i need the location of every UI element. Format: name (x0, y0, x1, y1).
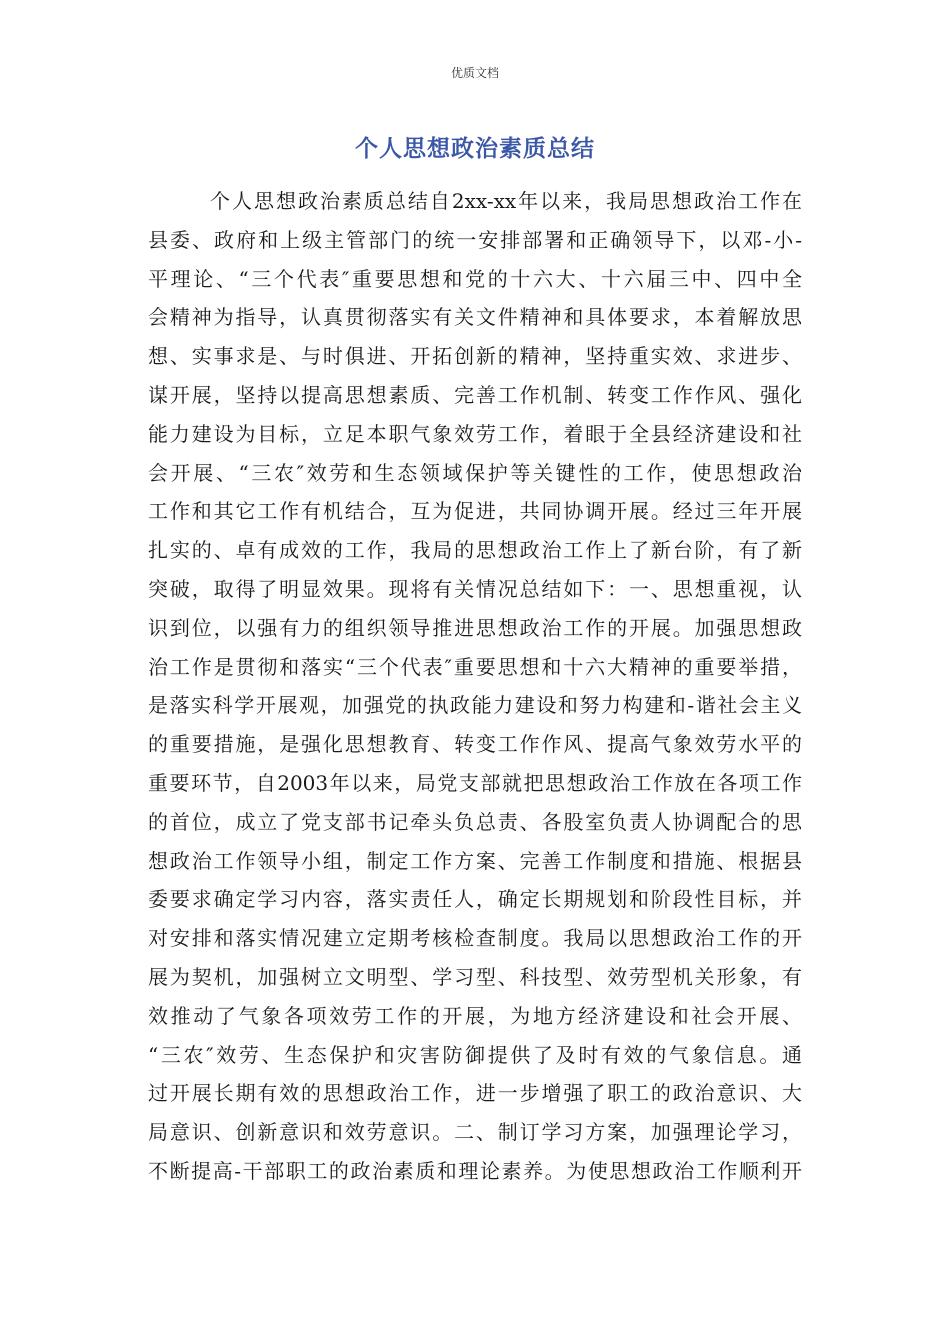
text-line: 过开展长期有效的思想政治工作，进一步增强了职工的政治意识、大 (148, 1081, 802, 1106)
text-line: “三农″效劳、生态保护和灾害防御提供了及时有效的气象信息。通 (148, 1042, 802, 1067)
text-line: 治工作是贯彻和落实“三个代表″重要思想和十六大精神的重要举措， (148, 654, 802, 679)
text-line: 委要求确定学习内容，落实责任人，确定长期规划和阶段性目标，并 (148, 887, 802, 912)
text-line: 会开展、“三农″效劳和生态领域保护等关键性的工作，使思想政治 (148, 460, 802, 485)
text-line: 是落实科学开展观，加强党的执政能力建设和努力构建和-谐社会主义 (148, 693, 802, 718)
text-line: 想、实事求是、与时俱进、开拓创新的精神，坚持重实效、求进步、 (148, 344, 802, 369)
text-line: 识到位，以强有力的组织领导推进思想政治工作的开展。加强思想政 (148, 615, 802, 640)
text-line: 平理论、“三个代表″重要思想和党的十六大、十六届三中、四中全 (148, 266, 802, 291)
text-line: 局意识、创新意识和效劳意识。二、制订学习方案，加强理论学习， (148, 1120, 802, 1145)
text-line: 想政治工作领导小组，制定工作方案、完善工作制度和措施、根据县 (148, 848, 802, 873)
document-title: 个人思想政治素质总结 (355, 136, 595, 162)
body-paragraph (148, 182, 802, 1191)
text-line: 个人思想政治素质总结自2xx-xx年以来，我局思想政治工作在 (210, 189, 802, 213)
text-line: 扎实的、卓有成效的工作，我局的思想政治工作上了新台阶，有了新 (148, 538, 802, 563)
text-line: 谋开展，坚持以提高思想素质、完善工作机制、转变工作作风、强化 (148, 382, 802, 407)
text-line: 展为契机，加强树立文明型、学习型、科技型、效劳型机关形象，有 (148, 964, 802, 989)
page-header: 优质文档 (450, 66, 499, 80)
text-line: 效推动了气象各项效劳工作的开展，为地方经济建设和社会开展、 (148, 1003, 802, 1028)
text-line: 的重要措施，是强化思想教育、转变工作作风、提高气象效劳水平的 (148, 732, 802, 757)
text-line: 县委、政府和上级主管部门的统一安排部署和正确领导下，以邓-小- (148, 227, 802, 252)
text-line: 突破，取得了明显效果。现将有关情况总结如下：一、思想重视，认 (148, 576, 802, 601)
text-line: 的首位，成立了党支部书记牵头负总责、各股室负责人协调配合的思 (148, 809, 802, 834)
text-line: 不断提高-干部职工的政治素质和理论素养。为使思想政治工作顺利开 (148, 1158, 802, 1183)
text-line: 工作和其它工作有机结合，互为促进，共同协调开展。经过三年开展 (148, 499, 802, 524)
text-line: 会精神为指导，认真贯彻落实有关文件精神和具体要求，本着解放思 (148, 305, 802, 330)
text-line: 对安排和落实情况建立定期考核检查制度。我局以思想政治工作的开 (148, 926, 802, 951)
text-line: 能力建设为目标，立足本职气象效劳工作，着眼于全县经济建设和社 (148, 421, 802, 446)
text-line: 重要环节，自2003年以来，局党支部就把思想政治工作放在各项工作 (148, 770, 802, 795)
